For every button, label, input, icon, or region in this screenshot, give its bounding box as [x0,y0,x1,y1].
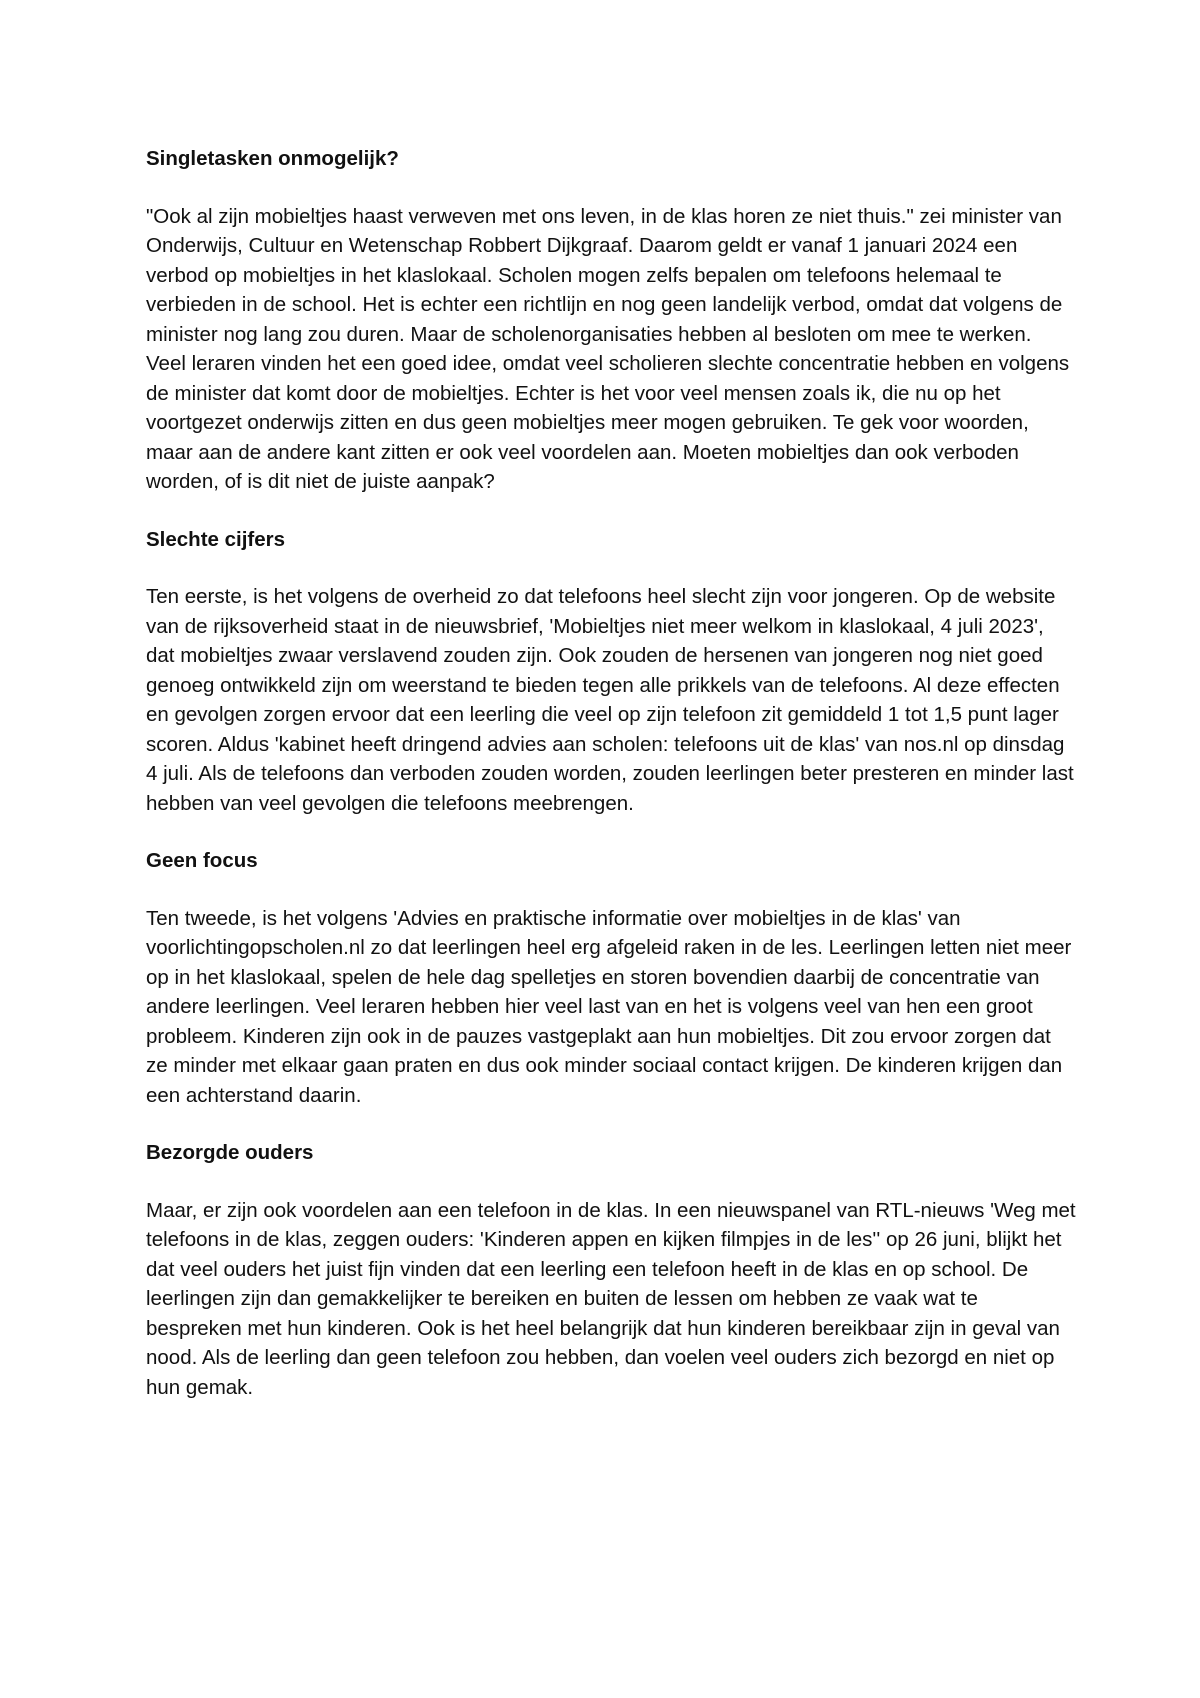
section-paragraph: Maar, er zijn ook voordelen aan een telefoon in de klas. In een nieuwspanel van RTL-nieuws 'Weg met telefoons in de klas, zeggen ouders: 'Kinderen appen en kijken filmpjes in de les'' op 26 juni, blijkt het dat veel ouders het juist fijn vinden dat een leerling een telefoon heeft in de klas en op school. De leerlingen zijn dan gemakkelijker te bereiken en buiten de lessen om hebben ze vaak wat te bespreken met hun kinderen. Ook is het heel belangrijk dat hun kinderen bereikbaar zijn in geval van nood. Als de leerling dan geen telefoon zou hebben, dan voelen veel ouders zich bezorgd en niet op hun gemak. [146,1198,1076,1399]
section-heading: Slechte cijfers [146,527,286,551]
section-heading: Bezorgde ouders [146,1141,314,1164]
document-page [146,144,1076,1430]
section-paragraph: "Ook al zijn mobieltjes haast verweven met ons leven, in de klas horen ze niet thuis." zei minister van Onderwijs, Cultuur en Wetenschap Robbert Dijkgraaf. Daarom geldt er vanaf 1 januari 2024 een verbod op mobieltjes in het klaslokaal. Scholen mogen zelfs bepalen om telefoons helemaal te verbieden in de school. Het is echter een richtlijn en nog geen landelijk verbod, omdat dat volgens de minister nog lang zou duren. Maar de scholenorganisaties hebben al besloten om mee te werken. Veel leraren vinden het een goed idee, omdat veel scholieren slechte concentratie hebben en volgens de minister dat komt door de mobieltjes. Echter is het voor veel mensen zoals ik, die nu op het voortgezet onderwijs zitten en dus geen mobieltjes meer mogen gebruiken. Te gek voor woorden, maar aan de andere kant zitten er ook veel voordelen aan. Moeten mobieltjes dan ook verboden worden, of is dit niet de juiste aanpak? [146,204,1070,493]
section-paragraph: Ten tweede, is het volgens 'Advies en praktische informatie over mobieltjes in de klas' van voorlichtingopscholen.nl zo dat leerlingen heel erg afgeleid raken in de les. Leerlingen letten niet meer op in het klaslokaal, spelen de hele dag spelletjes en storen bovendien daarbij de concentratie van andere leerlingen. Veel leraren hebben hier veel last van en het is volgens veel van hen een groot probleem. Kinderen zijn ook in de pauzes vastgeplakt aan hun mobieltjes. Dit zou ervoor zorgen dat ze minder met elkaar gaan praten en dus ook minder sociaal contact krijgen. De kinderen krijgen dan een achterstand daarin. [146,906,1072,1107]
section-heading: Singletasken onmogelijk? [146,147,399,170]
section-paragraph: Ten eerste, is het volgens de overheid zo dat telefoons heel slecht zijn voor jongeren. Op de website van de rijksoverheid staat in de nieuwsbrief, 'Mobieltjes niet meer welkom in klaslokaal, 4 juli 2023', dat mobieltjes zwaar verslavend zouden zijn. Ook zouden de hersenen van jongeren nog niet goed genoeg ontwikkeld zijn om weerstand te bieden tegen alle prikkels van de telefoons. Al deze effecten en gevolgen zorgen ervoor dat een leerling die veel op zijn telefoon zit gemiddeld 1 tot 1,5 punt lager scoren. Aldus 'kabinet heeft dringend advies aan scholen: telefoons uit de klas' van nos.nl op dinsdag 4 juli. Als de telefoons dan verboden zouden worden, zouden leerlingen beter presteren en minder last hebben van veel gevolgen die telefoons meebrengen. [146,585,1074,815]
section-heading: Geen focus [146,849,258,872]
